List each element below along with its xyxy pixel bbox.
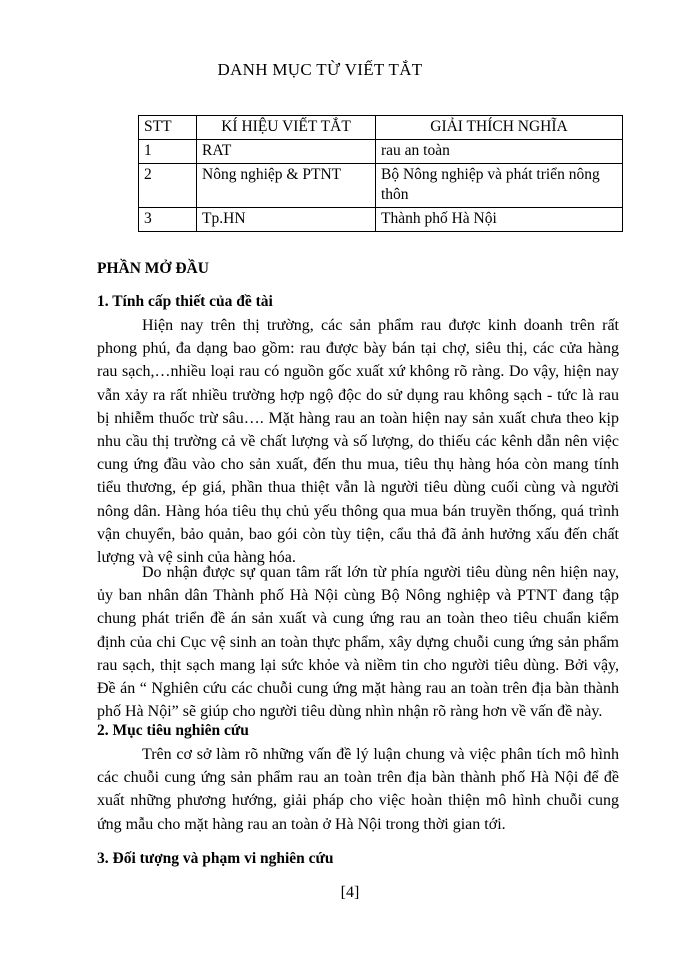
table-header-cell: GIẢI THÍCH NGHĨA: [376, 116, 623, 140]
table-row: [139, 208, 623, 232]
table-header-cell: KÍ HIỆU VIẾT TẮT: [197, 116, 376, 140]
table-row: [139, 164, 623, 208]
table-cell: 1: [139, 140, 197, 164]
table-cell: 3: [139, 208, 197, 232]
table-cell: rau an toàn: [376, 140, 623, 164]
table-row: [139, 140, 623, 164]
paragraph-1: Hiện nay trên thị trường, các sản phẩm rau được kinh doanh trên rất phong phú, đa dạng bao gồm: rau được bày bán tại chợ, siêu thị, các cửa hàng rau sạch,…nhiều loại rau có nguồn gốc xuất xứ không rõ ràng. Do vậy, hiện nay vẫn xảy ra rất nhiều trường hợp ngộ độc do sử dụng rau không sạch - tức là rau bị nhiễm thuốc trừ sâu…. Mặt hàng rau an toàn hiện nay sản xuất chưa theo kịp nhu cầu thị trường cả về chất lượng và số lượng, do thiếu các kênh dẫn nên việc cung ứng đầu vào cho sản xuất, đến thu mua, tiêu thụ hàng hóa còn mang tính tiểu thương, ép giá, phần thua thiệt vẫn là người tiêu dùng cuối cùng và người nông dân. Hàng hóa tiêu thụ chủ yếu thông qua mua bán truyền thống, quá trình vận chuyển, bảo quản, bao gói còn tùy tiện, cẩu thả đã ảnh hưởng xấu đến chất lượng và vệ sinh của hàng hóa.: [97, 317, 619, 567]
paragraph-3: Trên cơ sở làm rõ những vấn đề lý luận chung và việc phân tích mô hình các chuỗi cung ứng sản phẩm rau an toàn trên địa bàn thành phố Hà Nội để đề xuất những phương hướng, giải pháp cho việc hoàn thiện mô hình chuỗi cung ứng mẫu cho mặt hàng rau an toàn ở Hà Nội trong thời gian tới.: [97, 746, 619, 833]
page-number: [4]: [340, 884, 360, 901]
table-cell: Nông nghiệp & PTNT: [197, 164, 376, 208]
table-cell: Thành phố Hà Nội: [376, 208, 623, 232]
section-title: PHẦN MỞ ĐẦU: [97, 260, 209, 277]
table-cell: 2: [139, 164, 197, 208]
table-cell: Bộ Nông nghiệp và phát triển nông thôn: [376, 164, 623, 208]
paragraph-2: Do nhận được sự quan tâm rất lớn từ phía người tiêu dùng nên hiện nay, ủy ban nhân dân Thành phố Hà Nội cùng Bộ Nông nghiệp và PTNT đang tập chung phát triển đề án sản xuất và cung ứng rau an toàn theo tiêu chuẩn kiểm định của chi Cục vệ sinh an toàn thực phẩm, xây dựng chuỗi cung ứng sản phẩm rau sạch, thịt sạch mang lại sức khỏe và niềm tin cho người tiêu dùng. Bởi vậy, Đề án “ Nghiên cứu các chuỗi cung ứng mặt hàng rau an toàn trên địa bàn thành phố Hà Nội” sẽ giúp cho người tiêu dùng nhìn nhận rõ ràng hơn về vấn đề này.: [97, 564, 619, 721]
table-header-row: [139, 116, 623, 140]
table-header-cell: STT: [139, 116, 197, 140]
section-heading-2: 2. Mục tiêu nghiên cứu: [97, 722, 249, 739]
abbreviation-table: [138, 115, 623, 232]
section-heading-1: 1. Tính cấp thiết của đề tài: [97, 293, 273, 310]
section-heading-3: 3. Đối tượng và phạm vi nghiên cứu: [97, 850, 334, 867]
table-cell: Tp.HN: [197, 208, 376, 232]
table-cell: RAT: [197, 140, 376, 164]
abbreviation-list-title: DANH MỤC TỪ VIẾT TẮT: [217, 60, 423, 79]
